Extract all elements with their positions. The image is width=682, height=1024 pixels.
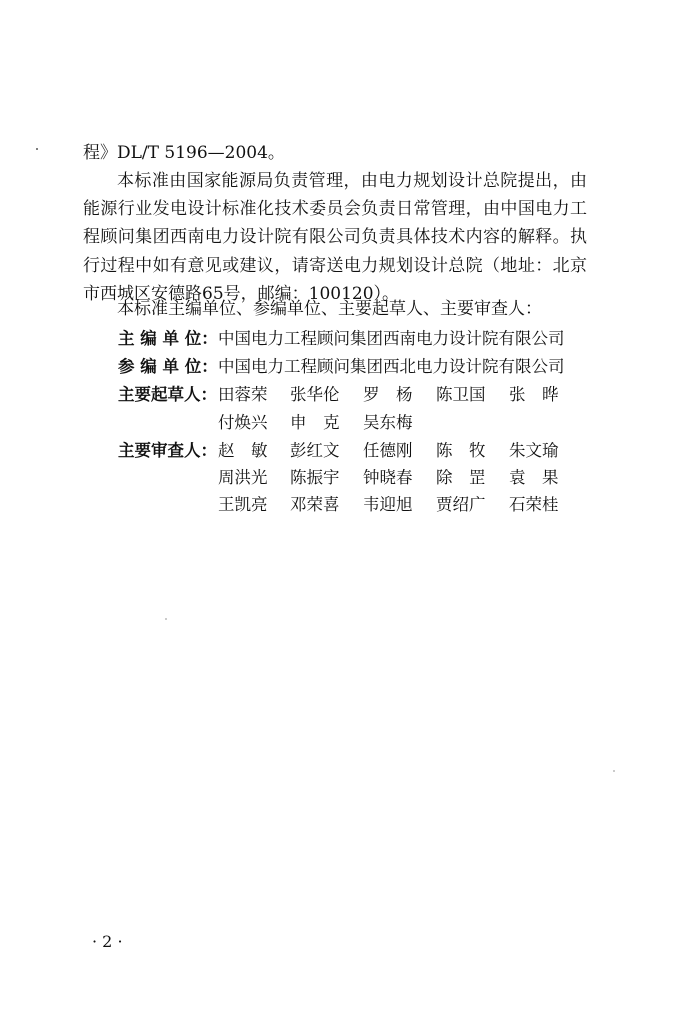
reviewer-name: 任德刚 [363,441,413,460]
reviewer-name: 除 罡 [436,468,486,487]
units-intro: 本标准主编单位、参编单位、主要起草人、主要审查人： [117,299,542,319]
reviewer-name: 彭红文 [290,441,340,460]
drafter-name: 申 克 [290,413,340,432]
reviewer-name: 赵 敏 [218,441,268,460]
drafter-name: 罗 杨 [363,385,413,404]
page-number: · 2 · [92,932,123,951]
reviewer-name: 邓荣喜 [290,495,340,514]
reviewer-name: 陈振宇 [290,468,340,487]
reviewer-name: 袁 果 [509,468,559,487]
reviewer-name: 韦迎旭 [363,495,413,514]
reviewer-name: 周洪光 [218,468,268,487]
continued-line: 程》DL/T 5196—2004。 [83,143,285,163]
chief-unit-value: 中国电力工程顾问集团西南电力设计院有限公司 [218,329,565,348]
scan-speck [165,618,167,620]
drafter-name: 吴东梅 [363,413,413,432]
reviewers-label: 主要审查人： [118,441,217,460]
management-paragraph [83,167,587,308]
chief-unit-label: 主 编 单 位： [118,329,218,348]
reviewer-name: 石荣桂 [509,495,559,514]
participating-unit-value: 中国电力工程顾问集团西北电力设计院有限公司 [218,357,565,376]
reviewer-name: 钟晓春 [363,468,413,487]
drafters-label: 主要起草人： [118,385,217,404]
drafter-name: 陈卫国 [436,385,486,404]
scan-speck [613,770,615,772]
drafter-name: 张 晔 [509,385,559,404]
drafter-name: 付焕兴 [218,413,268,432]
participating-unit-label: 参 编 单 位： [118,357,218,376]
reviewer-name: 贾绍广 [436,495,486,514]
drafter-name: 张华伦 [290,385,340,404]
reviewer-name: 朱文瑜 [509,441,559,460]
reviewer-name: 陈 牧 [436,441,486,460]
scan-speck [36,148,38,150]
paragraph-body: 本标准由国家能源局负责管理，由电力规划设计总院提出，由能源行业发电设计标准化技术委员会负责日常管理，由中国电力工程顾问集团西南电力设计院有限公司负责具体技术内容的解释。执行过程中如有意见或建议，请寄送电力规划设计总院（地址：北京市西城区安德路65号，邮编：100120）。 [83,171,587,304]
reviewer-name: 王凯亮 [218,495,268,514]
drafter-name: 田蓉荣 [218,385,268,404]
